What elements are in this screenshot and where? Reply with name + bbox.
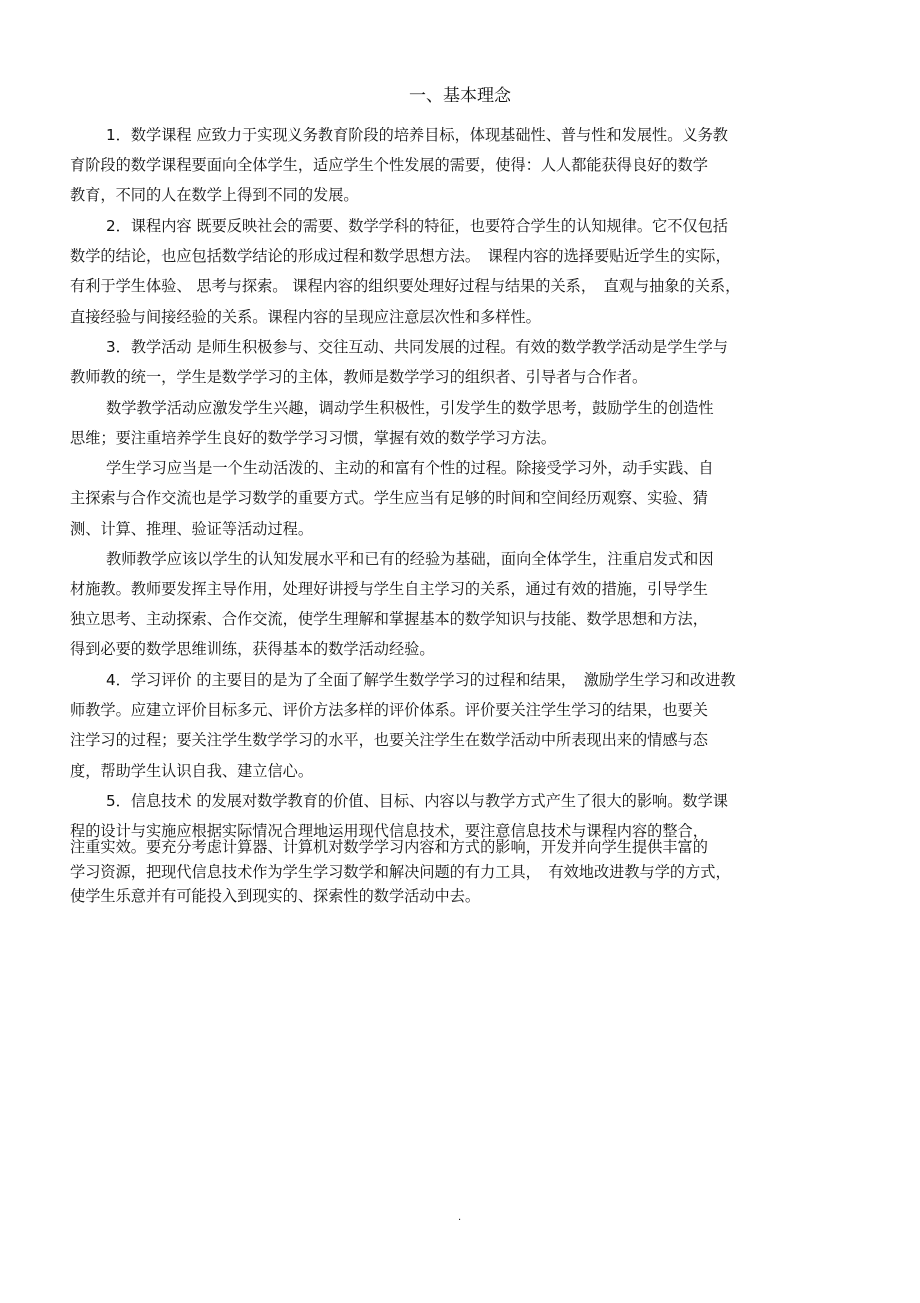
text-line: 师教学。应建立评价目标多元、评价方法多样的评价体系。评价要关注学生学习的结果，也要关 (70, 701, 708, 719)
text-line: 注学习的过程；要关注学生数学学习的水平，也要关注学生在数学活动中所表现出来的情感与态 (70, 731, 708, 749)
text-line: 育阶段的数学课程要面向全体学生，适应学生个性发展的需要，使得：人人都能获得良好的数学 (70, 156, 708, 174)
text-line: 教师教学应该以学生的认知发展水平和已有的经验为基础，面向全体学生，注重启发式和因 (106, 550, 714, 568)
text-line: 数学的结论，也应包括数学结论的形成过程和数学思想方法。 课程内容的选择要贴近学生的实际， (70, 247, 731, 265)
text-line: 学生学习应当是一个生动活泼的、主动的和富有个性的过程。除接受学习外，动手实践、自 (106, 459, 714, 477)
text-line: 主探索与合作交流也是学习数学的重要方式。学生应当有足够的时间和空间经历观察、实验、猜 (70, 489, 708, 507)
text-line: 教育，不同的人在数学上得到不同的发展。 (70, 186, 359, 204)
text-line: 度，帮助学生认识自我、建立信心。 (70, 762, 313, 780)
text-line: 使学生乐意并有可能投入到现实的、探索性的数学活动中去。 (70, 887, 481, 905)
document-title: 一、基本理念 (409, 86, 511, 106)
text-line: 2．课程内容 既要反映社会的需要、数学学科的特征，也要符合学生的认知规律。它不仅包括 (106, 217, 728, 235)
text-line: 得到必要的数学思维训练，获得基本的数学活动经验。 (70, 640, 435, 658)
text-line: 程的设计与实施应根据实际情况合理地运用现代信息技术，要注意信息技术与课程内容的整合， (70, 822, 708, 840)
text-line: 直接经验与间接经验的关系。课程内容的呈现应注意层次性和多样性。 (70, 308, 541, 326)
text-line: 教师教的统一，学生是数学学习的主体，教师是数学学习的组织者、引导者与合作者。 (70, 368, 648, 386)
text-line: 独立思考、主动探索、合作交流，使学生理解和掌握基本的数学知识与技能、数学思想和方法， (70, 610, 708, 628)
footer-mark: . (458, 1212, 462, 1223)
text-line: 材施教。教师要发挥主导作用，处理好讲授与学生自主学习的关系，通过有效的措施，引导学生 (70, 580, 708, 598)
text-line: 有利于学生体验、 思考与探索。 课程内容的组织要处理好过程与结果的关系， 直观与抽象的关系， (70, 277, 741, 295)
text-line: 注重实效。要充分考虑计算器、计算机对数学学习内容和方式的影响，开发并向学生提供丰富的 (70, 838, 708, 856)
text-line: 学习资源，把现代信息技术作为学生学习数学和解决问题的有力工具， 有效地改进教与学的方式， (70, 863, 731, 881)
text-line: 测、计算、推理、验证等活动过程。 (70, 520, 313, 538)
text-line: 5．信息技术 的发展对数学教育的价值、目标、内容以与教学方式产生了很大的影响。数学课 (106, 792, 728, 810)
text-line: 思维；要注重培养学生良好的数学学习习惯，掌握有效的数学学习方法。 (70, 429, 556, 447)
text-line: 3．教学活动 是师生积极参与、交往互动、共同发展的过程。有效的数学教学活动是学生学与 (106, 338, 728, 356)
text-line: 数学教学活动应激发学生兴趣，调动学生积极性，引发学生的数学思考，鼓励学生的创造性 (106, 399, 714, 417)
text-line: 1．数学课程 应致力于实现义务教育阶段的培养目标，体现基础性、普与性和发展性。义务教 (106, 126, 728, 144)
text-line: 4．学习评价 的主要目的是为了全面了解学生数学学习的过程和结果， 激励学生学习和改进教 (106, 671, 736, 689)
